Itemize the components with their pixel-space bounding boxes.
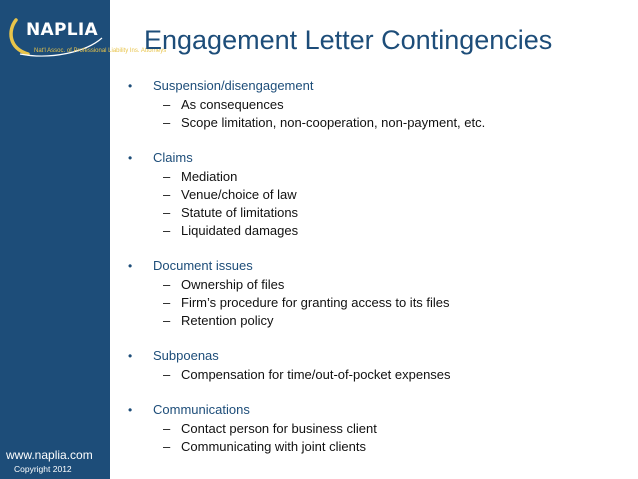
dash-icon: – (163, 421, 171, 436)
bullet-list (120, 78, 630, 474)
sub-bullet-label: Retention policy (181, 313, 274, 328)
copyright-text: Copyright 2012 (14, 464, 72, 474)
bullet-label: Document issues (153, 258, 253, 273)
sub-bullet-label: Venue/choice of law (181, 187, 297, 202)
bullet-label: Communications (153, 402, 250, 417)
bullet-label: Suspension/disengagement (153, 78, 314, 93)
list-section (120, 150, 630, 241)
sub-bullet-item (120, 223, 630, 241)
dash-icon: – (163, 223, 171, 238)
sub-bullet-item (120, 421, 630, 439)
website-url[interactable]: www.naplia.com (6, 448, 93, 462)
list-section (120, 348, 630, 385)
dash-icon: – (163, 187, 171, 202)
sub-bullet-label: Compensation for time/out-of-pocket expenses (181, 367, 451, 382)
dash-icon: – (163, 367, 171, 382)
sub-bullet-item (120, 439, 630, 457)
sub-bullet-label: Communicating with joint clients (181, 439, 366, 454)
bullet-item (120, 258, 630, 277)
list-section (120, 258, 630, 331)
sub-bullet-item (120, 295, 630, 313)
dash-icon: – (163, 277, 171, 292)
bullet-label: Claims (153, 150, 193, 165)
bullet-icon: • (128, 151, 133, 165)
dash-icon: – (163, 439, 171, 454)
bullet-icon: • (128, 259, 133, 273)
sub-bullet-item (120, 115, 630, 133)
naplia-logo (6, 8, 167, 64)
sub-bullet-item (120, 313, 630, 331)
sub-bullet-item (120, 97, 630, 115)
sub-bullet-label: Liquidated damages (181, 223, 299, 238)
bullet-icon: • (128, 403, 133, 417)
bullet-icon: • (128, 349, 133, 363)
list-section (120, 78, 630, 133)
sub-bullet-label: Firm’s procedure for granting access to its files (181, 295, 450, 310)
bullet-icon: • (128, 79, 133, 93)
sub-bullet-item (120, 187, 630, 205)
sub-bullet-label: As consequences (181, 97, 284, 112)
dash-icon: – (163, 313, 171, 328)
sub-bullet-item (120, 205, 630, 223)
logo-text: NAPLIA (26, 20, 98, 40)
sub-bullet-label: Scope limitation, non-cooperation, non-payment, etc. (181, 115, 486, 130)
sub-bullet-item (120, 367, 630, 385)
logo-tagline: Nat'l Assoc. of Professional Liability Ins. Attorneys (34, 48, 167, 54)
sub-bullet-item (120, 169, 630, 187)
sub-bullet-label: Contact person for business client (181, 421, 377, 436)
sub-bullet-label: Mediation (181, 169, 238, 184)
dash-icon: – (163, 205, 171, 220)
bullet-label: Subpoenas (153, 348, 219, 363)
dash-icon: – (163, 295, 171, 310)
sidebar (0, 0, 167, 479)
bullet-item (120, 348, 630, 367)
slide-title: Engagement Letter Contingencies (144, 25, 553, 55)
bullet-item (120, 78, 630, 97)
dash-icon: – (163, 97, 171, 112)
sub-bullet-item (120, 277, 630, 295)
bullet-item (120, 402, 630, 421)
list-section (120, 402, 630, 457)
dash-icon: – (163, 115, 171, 130)
dash-icon: – (163, 169, 171, 184)
bullet-item (120, 150, 630, 169)
sub-bullet-label: Ownership of files (181, 277, 285, 292)
sub-bullet-label: Statute of limitations (181, 205, 299, 220)
